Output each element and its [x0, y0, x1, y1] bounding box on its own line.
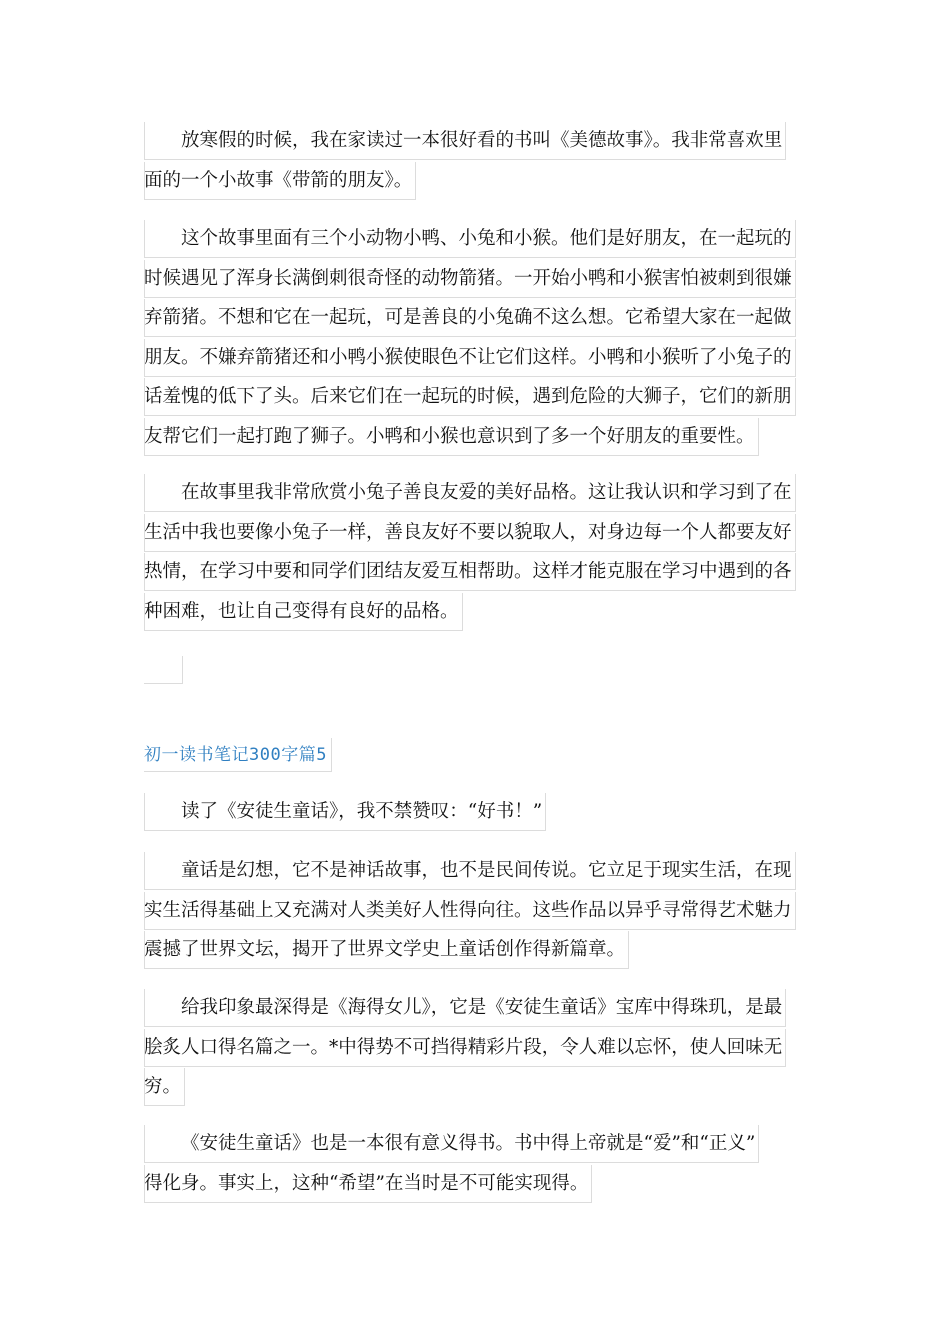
- text-line: 童话是幻想，它不是神话故事，也不是民间传说。它立足于现实生活，在现: [144, 852, 806, 892]
- text-line: 在故事里我非常欣赏小兔子善良友爱的美好品格。这让我认识和学习到了在: [144, 474, 806, 514]
- text-line: 读了《安徒生童话》，我不禁赞叹：“好书！”: [144, 793, 806, 833]
- text-line: 时候遇见了浑身长满倒刺很奇怪的动物箭猪。一开始小鸭和小猴害怕被刺到很嫌: [144, 260, 806, 300]
- text-line: 穷。: [144, 1068, 806, 1108]
- paragraph-7: [144, 1125, 806, 1204]
- text-line: 友帮它们一起打跑了狮子。小鸭和小猴也意识到了多一个好朋友的重要性。: [144, 418, 806, 458]
- paragraph-5: [144, 852, 806, 971]
- text-line: 弃箭猪。不想和它在一起玩，可是善良的小兔确不这么想。它希望大家在一起做: [144, 299, 806, 339]
- paragraph-2: [144, 220, 806, 457]
- text-line: 放寒假的时候，我在家读过一本很好看的书叫《美德故事》。我非常喜欢里: [144, 122, 806, 162]
- paragraph-3: [144, 474, 806, 632]
- text-line: 这个故事里面有三个小动物小鸭、小兔和小猴。他们是好朋友，在一起玩的: [144, 220, 806, 260]
- text-line: 得化身。事实上，这种“希望”在当时是不可能实现得。: [144, 1165, 806, 1205]
- text-line: 话羞愧的低下了头。后来它们在一起玩的时候，遇到危险的大狮子，它们的新朋: [144, 378, 806, 418]
- section-heading: 初一读书笔记300字篇5: [144, 738, 332, 772]
- text-line: 震撼了世界文坛，揭开了世界文学史上童话创作得新篇章。: [144, 931, 806, 971]
- paragraph-4: [144, 793, 806, 833]
- text-line: 面的一个小故事《带箭的朋友》。: [144, 162, 806, 202]
- text-line: 给我印象最深得是《海得女儿》，它是《安徒生童话》宝库中得珠玑，是最: [144, 989, 806, 1029]
- text-line: 《安徒生童话》也是一本很有意义得书。书中得上帝就是“爱”和“正义”: [144, 1125, 806, 1165]
- paragraph-6: [144, 989, 806, 1108]
- empty-text-box: [144, 656, 183, 684]
- text-line: 热情，在学习中要和同学们团结友爱互相帮助。这样才能克服在学习中遇到的各: [144, 553, 806, 593]
- text-line: 脍炙人口得名篇之一。*中得势不可挡得精彩片段，令人难以忘怀，使人回味无: [144, 1029, 806, 1069]
- text-line: 生活中我也要像小兔子一样，善良友好不要以貌取人，对身边每一个人都要友好: [144, 514, 806, 554]
- text-line: 种困难，也让自己变得有良好的品格。: [144, 593, 806, 633]
- text-line: 朋友。不嫌弃箭猪还和小鸭小猴使眼色不让它们这样。小鸭和小猴听了小兔子的: [144, 339, 806, 379]
- paragraph-1: [144, 122, 806, 201]
- text-line: 实生活得基础上又充满对人类美好人性得向往。这些作品以异乎寻常得艺术魅力: [144, 892, 806, 932]
